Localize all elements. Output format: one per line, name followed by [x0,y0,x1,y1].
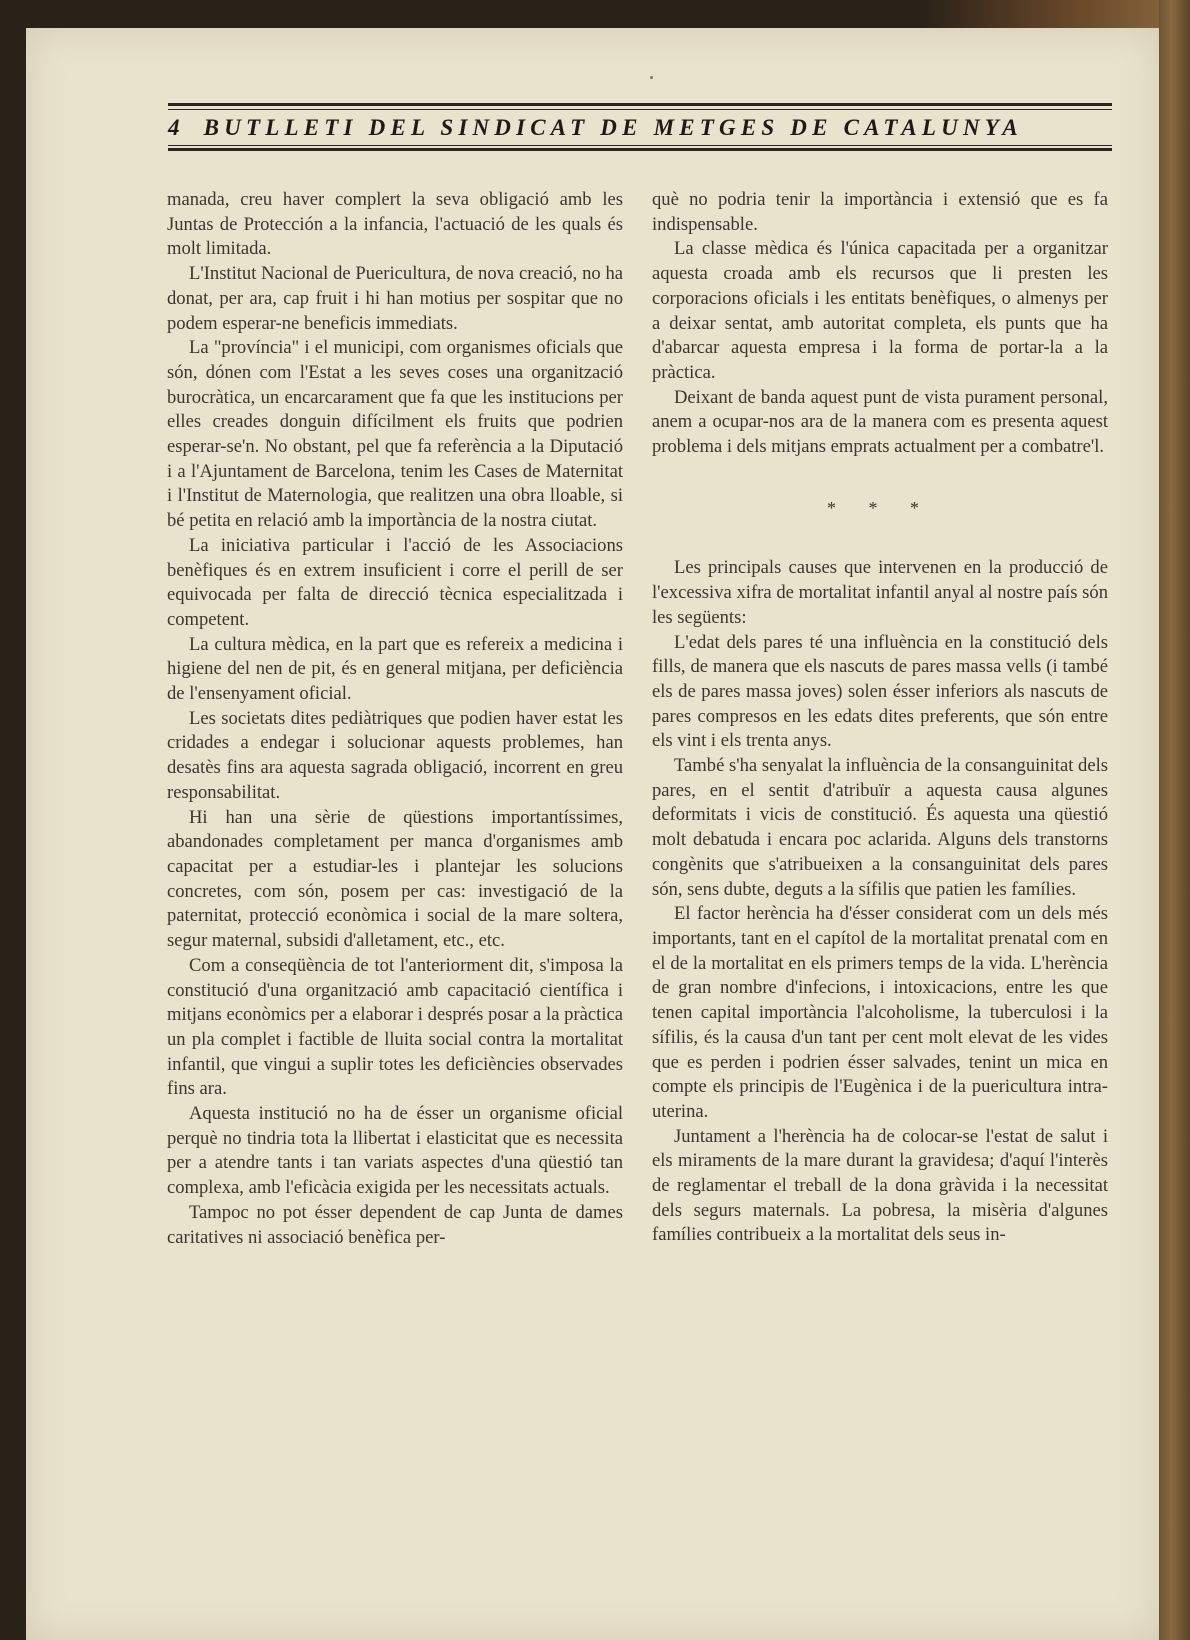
section-separator: * * * [827,497,933,518]
paragraph: Hi han una sèrie de qüestions importantíssimes, abandonades completament per manca d'organismes amb capacitat per a estudiar-les i plantejar les solucions concretes, com són, posem per cas: investigació de la paternitat, protecció econòmica i social de la mare soltera, segur maternal, subsidi d'alletament, etc., etc. [167,806,623,952]
paragraph: La iniciativa particular i l'acció de les Associacions benèfiques és en extrem insuficient i corre el perill de ser equivocada per falta de direcció tècnica especialitzada i competent. [167,534,623,630]
ink-speck [650,76,653,79]
paragraph: La cultura mèdica, en la part que es refereix a medicina i higiene del nen de pit, és en general mitjana, per deficiència de l'ensenyament oficial. [167,633,623,705]
paragraph: La classe mèdica és l'única capacitada per a organitzar aquesta croada amb els recursos que li presten les corporacions oficials i les entitats benèfiques, o almenys per a deixar sentat, amb autoritat completa, els punts que ha d'abarcar aquesta empresa i la forma de portar-la a la pràctica. [652,238,1108,383]
page-number: 4 [168,115,185,140]
left-column [167,188,623,1250]
header-rule-bottom-thick [168,148,1112,151]
paragraph: El factor herència ha d'ésser considerat com un dels més importants, tant en el capítol de la mortalitat prenatal com en el de la mortalitat en els primers temps de la vida. L'herència de gran nombre d'infecions, i intoxicacions, entre les que tenen capital importància l'alcoholisme, la tuberculosi i la sífilis, és la causa d'un tant per cent molt elevat de les vides que es perden i podrien ésser salvades, tenint un mica en compte els principis de l'Eugènica i de la puericultura intra-uterina. [652,903,1108,1122]
header-rule-top-thin [168,109,1112,110]
paragraph: L'edat dels pares té una influència en la constitució dels fills, de manera que els nascuts de pares massa vells (i també els de pares massa joves) solen ésser inferiors als nascuts de pares compresos en les edats dites preferents, que són entre els vint i els trenta anys. [652,631,1108,752]
paragraph: Aquesta institució no ha de ésser un organisme oficial perquè no tindria tota la llibertat i elasticitat que es necessita per a atendre tants i tan variats aspectes d'una qüestió tan complexa, amb l'eficàcia exigida per les necessitats actuals. [167,1103,623,1199]
paragraph: L'Institut Nacional de Puericultura, de nova creació, no ha donat, per ara, cap fruit i hi han motius per sospitar que no podem esperar-ne beneficis immediats. [167,263,623,334]
running-header [168,103,1112,161]
book-edge-right [1159,0,1190,1640]
paragraph: què no podria tenir la importància i extensió que es fa indispensable. [652,189,1108,235]
right-column [652,188,1108,1248]
journal-title: BUTLLETI DEL SINDICAT DE METGES DE CATALUNYA [203,115,1023,140]
paragraph: Les societats dites pediàtriques que podien haver estat les cridades a endegar i solucionar aquests problemes, han desatès fins ara aquesta sagrada obligació, incorrent en greu responsabilitat. [167,707,623,803]
paragraph: Deixant de banda aquest punt de vista purament personal, anem a ocupar-nos ara de la manera com es presenta aquest problema i dels mitjans emprats actualment per a combatre'l. [652,386,1108,458]
paragraph: manada, creu haver complert la seva obligació amb les Juntas de Protección a la infancia, l'actuació de les quals és molt limitada. [167,189,623,260]
paragraph: També s'ha senyalat la influència de la consanguinitat dels pares, en el sentit d'atribuïr a aquesta causa algunes deformitats i vicis de constitució. És aquesta una qüestió molt debatuda i encara poc aclarida. Alguns dels transtorns congènits que s'atribueixen a la consanguinitat dels pares són, sens dubte, deguts a la sífilis que patien les famílies. [652,755,1108,900]
header-rule-top-thick [168,103,1112,106]
book-edge-top [920,0,1190,28]
header-title-line [168,113,1112,143]
paragraph: Les principals causes que intervenen en la producció de l'excessiva xifra de mortalitat infantil anyal al nostre país són les següents: [652,557,1108,628]
paragraph: Juntament a l'herència ha de colocar-se l'estat de salut i els miraments de la mare durant la gravidesa; d'aquí l'interès de reglamentar el treball de la dona gràvida i la necessitat dels segurs maternals. La pobresa, la misèria d'algunes famílies contribueix a la mortalitat dels seus in- [652,1125,1108,1246]
paragraph: La "província" i el municipi, com organismes oficials que són, dónen com l'Estat a les seves coses una organització burocràtica, un encarcarament que fa que les institucions per elles creades donguin difícilment els fruits que podrien esperar-se'n. No obstant, pel que fa referència a la Diputació i a l'Ajuntament de Barcelona, tenim les Cases de Maternitat i l'Institut de Maternologia, que realitzen una obra lloable, si bé petita en relació amb la importància de la nostra ciutat. [167,337,623,532]
paragraph: Tampoc no pot ésser dependent de cap Junta de dames caritatives ni associació benèfica per- [167,1201,623,1248]
header-rule-bottom-thin [168,145,1112,146]
paragraph: Com a conseqüència de tot l'anteriorment dit, s'imposa la constitució d'una organització amb capacitació científica i mitjans econòmics per a elaborar i després posar a la pràctica un pla complet i factible de lluita social contra la mortalitat infantil, que vingui a suplir totes les deficiències observades fins ara. [167,954,623,1100]
